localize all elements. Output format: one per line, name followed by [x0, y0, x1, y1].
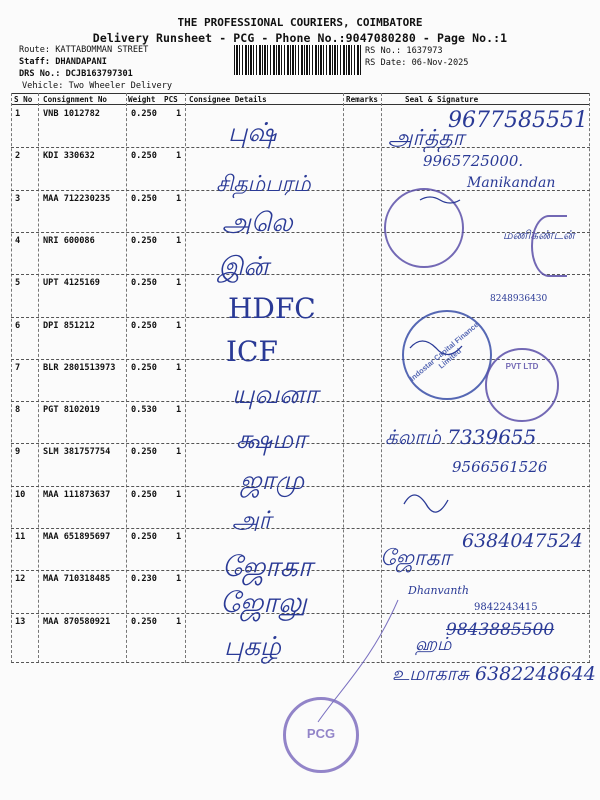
- stamp-text: PVT LTD: [505, 362, 539, 371]
- handwriting: ICF: [226, 335, 278, 368]
- handwriting: சிதம்பரம்: [216, 172, 311, 197]
- handwriting: அர்: [232, 506, 272, 534]
- handwriting: புகழ்: [224, 632, 281, 662]
- row-sno: 12: [15, 574, 26, 585]
- header-sno: S No: [14, 95, 33, 104]
- row-weight: 0.250: [131, 235, 157, 246]
- row-weight: 0.250: [131, 489, 157, 500]
- row-consignment-no: MAA 712230235: [43, 193, 111, 204]
- row-weight: 0.250: [131, 320, 157, 331]
- row-sno: 6: [15, 320, 21, 331]
- row-pcs: 1: [176, 278, 182, 289]
- company-title: THE PROFESSIONAL COURIERS, COIMBATORE: [177, 16, 423, 29]
- header-consignment: Consignment No: [43, 95, 108, 104]
- row-pcs: 1: [176, 616, 182, 627]
- row-weight: 0.250: [131, 193, 157, 204]
- row-weight: 0.250: [131, 616, 157, 627]
- row-sno: 1: [15, 109, 21, 119]
- row-consignment-no: MAA 870580921: [43, 616, 111, 627]
- row-sno: 9: [15, 447, 21, 458]
- handwriting: Dhanvanth: [408, 584, 469, 597]
- row-consignment-no: UPT 4125169: [43, 278, 100, 289]
- handwriting: Manikandan: [467, 175, 556, 191]
- handwriting: அர்த்தா: [388, 126, 465, 151]
- handwriting: 9566561526: [452, 458, 548, 476]
- row-consignment-no: MAA 710318485: [43, 574, 111, 585]
- row-consignment-no: PGT 8102019: [43, 405, 100, 416]
- route-text: Route: KATTABOMMAN STREET: [19, 45, 149, 55]
- row-pcs: 1: [176, 489, 182, 500]
- runsheet-subtitle: Delivery Runsheet - PCG - Phone No.:9047080280 - Page No.:1: [92, 31, 508, 45]
- handwriting: 8248936430: [490, 294, 548, 304]
- row-weight: 0.250: [131, 151, 157, 162]
- row-weight: 0.230: [131, 574, 157, 585]
- handwriting: ஜோகா: [222, 550, 313, 583]
- handwriting: ஜோகா: [380, 546, 452, 571]
- row-consignment-no: KDI 330632: [43, 151, 95, 162]
- row-pcs: 1: [176, 447, 182, 458]
- row-consignment-no: SLM 381757754: [43, 447, 111, 458]
- row-pcs: 1: [176, 193, 182, 204]
- handwriting: அலெ: [222, 208, 293, 238]
- staff-text: Staff: DHANDAPANI: [19, 57, 107, 67]
- vehicle-text: Vehicle: Two Wheeler Delivery: [22, 81, 173, 91]
- row-consignment-no: DPI 851212: [43, 320, 95, 331]
- row-sno: 13: [15, 616, 26, 627]
- row-sno: 7: [15, 362, 21, 373]
- row-pcs: 1: [176, 574, 182, 585]
- row-pcs: 1: [176, 109, 182, 119]
- row-consignment-no: BLR 2801513973: [43, 362, 116, 373]
- row-pcs: 1: [176, 151, 182, 162]
- rs-number: RS No.: 1637973: [365, 46, 443, 56]
- handwriting: புஷ்: [228, 118, 277, 148]
- row-sno: 3: [15, 193, 21, 204]
- header-seal-signature: Seal & Signature: [405, 95, 479, 104]
- row-consignment-no: NRI 600086: [43, 235, 95, 246]
- handwriting: க்லாம் 7339655: [385, 425, 537, 449]
- row-pcs: 1: [176, 532, 182, 542]
- handwriting: மணிகண்டன்: [503, 228, 575, 242]
- row-sno: 2: [15, 151, 21, 162]
- handwriting: க்ஷமா: [236, 425, 307, 455]
- row-weight: 0.250: [131, 278, 157, 289]
- header-pcs: PCS: [164, 95, 178, 104]
- rs-date: RS Date: 06-Nov-2025: [365, 58, 469, 68]
- row-consignment-no: MAA 651895697: [43, 532, 111, 542]
- row-weight: 0.250: [131, 532, 157, 542]
- header-consignee: Consignee Details: [189, 95, 267, 104]
- row-weight: 0.530: [131, 405, 157, 416]
- row-weight: 0.250: [131, 109, 157, 119]
- handwriting: 6384047524: [462, 530, 583, 552]
- handwriting: ஜாமு: [240, 466, 305, 496]
- stamp-text: PCG: [306, 726, 336, 741]
- row-pcs: 1: [176, 235, 182, 246]
- handwriting: 9677585551: [448, 108, 588, 133]
- row-pcs: 1: [176, 405, 182, 416]
- row-sno: 5: [15, 278, 21, 289]
- handwriting: 9965725000.: [423, 152, 524, 170]
- row-sno: 8: [15, 405, 21, 416]
- row-weight: 0.250: [131, 362, 157, 373]
- header-weight: Weight: [128, 95, 156, 104]
- handwriting: 9843885500: [446, 620, 555, 640]
- row-sno: 10: [15, 489, 26, 500]
- drs-number: DRS No.: DCJB163797301: [19, 69, 133, 79]
- handwriting: உமாகாசு 6382248644: [392, 663, 596, 685]
- row-sno: 4: [15, 235, 21, 246]
- row-sno: 11: [15, 532, 26, 542]
- stamp-text: Indostar Capital Finance Limited: [407, 320, 481, 384]
- row-weight: 0.250: [131, 447, 157, 458]
- handwriting: யுவனா: [232, 380, 318, 410]
- row-consignment-no: MAA 111873637: [43, 489, 111, 500]
- row-pcs: 1: [176, 362, 182, 373]
- handwriting: 9842243415: [474, 602, 538, 613]
- header-remarks: Remarks: [346, 95, 379, 104]
- handwriting: ஜோலு: [220, 586, 307, 619]
- row-consignment-no: VNB 1012782: [43, 109, 100, 119]
- handwriting: இன்: [218, 252, 269, 282]
- handwriting: ஹம்: [415, 634, 452, 655]
- handwriting: HDFC: [228, 292, 316, 325]
- row-pcs: 1: [176, 320, 182, 331]
